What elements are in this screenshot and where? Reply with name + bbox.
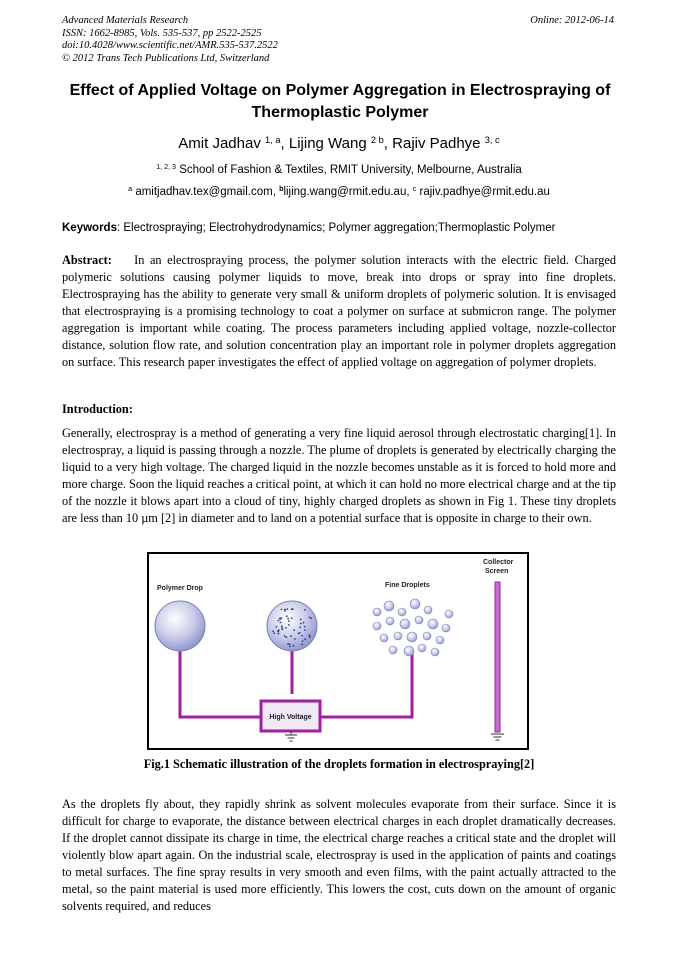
charge-dot bbox=[281, 609, 283, 611]
charge-dot bbox=[289, 643, 291, 645]
charge-dot bbox=[310, 617, 312, 619]
fine-droplet bbox=[415, 616, 423, 624]
issn: ISSN: 1662-8985, Vols. 535-537, pp 2522-2525 bbox=[62, 27, 262, 39]
fine-droplet bbox=[407, 632, 417, 642]
charge-dot bbox=[289, 646, 291, 648]
label-polymer-drop: Polymer Drop bbox=[157, 585, 203, 592]
fine-droplet bbox=[373, 622, 381, 630]
charge-dot bbox=[304, 609, 306, 611]
charge-dot bbox=[286, 615, 288, 617]
email-sup: c bbox=[412, 185, 417, 194]
label-collector: Collector bbox=[483, 559, 514, 566]
abstract-text: In an electrospraying process, the polymer solution interacts with the electric field. Charged polymeric solutions causing polymer liquids to move, break into drops or spray into fine droplets. Electrospraying has the ability to generate very small & uniform droplets of polymeric solution. It is envisaged that electrospraying is a promising technology to coat a polymer on surface at submicron range. The polymer aggregation is important while coating. The process parameters including applied voltage, nozzle-collector distance, solution flow rate, and solution concentration play an important role in polymer droplets aggregation on surface. This research paper investigates the effect of applied voltage on aggregation of polymer droplets. bbox=[62, 253, 617, 369]
author-list: Amit Jadhav $^{1, a}$, Lijing Wang $^{2 b}$, Rajiv Padhye $^{3, c}$ bbox=[178, 134, 500, 152]
charge-dot bbox=[281, 627, 283, 629]
charge-dot bbox=[285, 627, 287, 629]
fine-droplet bbox=[394, 632, 402, 640]
charge-dot bbox=[287, 618, 289, 620]
fine-droplet bbox=[398, 608, 406, 616]
keywords bbox=[62, 222, 622, 234]
wire-left bbox=[180, 650, 261, 717]
author-name: Amit Jadhav bbox=[178, 135, 261, 152]
body-paragraph: As the droplets fly about, they rapidly shrink as solvent molecules evaporate from their surface. Since it is difficult for charge to evaporate, the distance between electrical charges in each droplet dramatically decreases. If the droplet cannot dissipate its charge in time, the electrical charge reaches a critical state and the droplet will violently blow apart again. On the industrial scale, electrospray is used in the application of paints and coatings to metal surfaces. The fine spray results in very smooth and even films, with the paint actually attracted to the metal, so the paint material is used more efficiently. This lowers the cost, cuts down on the amount of organic solvents required, and reduces bbox=[62, 797, 616, 913]
charge-dot bbox=[291, 618, 293, 620]
charge-dot bbox=[278, 629, 280, 631]
fine-droplet bbox=[423, 632, 431, 640]
charge-dot bbox=[304, 629, 306, 631]
author-name: Rajiv Padhye bbox=[392, 135, 481, 152]
label-high-voltage: High Voltage bbox=[269, 714, 312, 721]
abstract bbox=[62, 252, 616, 371]
figure-caption: Fig.1 Schematic illustration of the droplets formation in electrospraying[2] bbox=[143, 757, 535, 771]
charge-dot bbox=[273, 632, 275, 634]
email-link[interactable]: lijing.wang@rmit.edu.au bbox=[283, 186, 407, 198]
charge-dot bbox=[288, 620, 290, 622]
introduction-heading: Introduction: bbox=[62, 402, 133, 416]
fine-droplet bbox=[436, 636, 444, 644]
charge-dot bbox=[304, 626, 306, 628]
electrospray-schematic bbox=[149, 554, 527, 748]
keywords-label: Keywords bbox=[62, 222, 117, 234]
fine-droplet bbox=[424, 606, 432, 614]
affiliation-text: School of Fashion & Textiles, RMIT University, Melbourne, Australia bbox=[179, 164, 522, 176]
charge-dot bbox=[288, 624, 290, 626]
affiliation bbox=[0, 164, 678, 176]
charge-dot bbox=[302, 640, 304, 642]
charge-dot bbox=[293, 629, 295, 631]
charge-dot bbox=[281, 625, 283, 627]
affiliation-sup: 1, 2, 3 bbox=[156, 163, 176, 172]
fine-droplet bbox=[384, 601, 394, 611]
charge-dot bbox=[301, 643, 303, 645]
charge-dot bbox=[272, 630, 274, 632]
charge-dot bbox=[298, 633, 300, 635]
journal-metadata bbox=[62, 15, 278, 65]
author-sup: 2 b bbox=[370, 134, 384, 145]
fine-droplet bbox=[404, 646, 414, 656]
paper-title: Effect of Applied Voltage on Polymer Aggregation in Electrospraying of Thermoplastic Polymer bbox=[69, 82, 611, 121]
polymer-drop bbox=[155, 601, 205, 651]
charge-dot bbox=[301, 635, 303, 637]
keywords-text: : Electrospraying; Electrohydrodynamics; Polymer aggregation;Thermoplastic Polymer bbox=[116, 222, 556, 234]
charge-dot bbox=[300, 623, 302, 625]
fine-droplet bbox=[389, 646, 397, 654]
charge-dot bbox=[280, 622, 282, 624]
email-link[interactable]: amitjadhav.tex@gmail.com bbox=[135, 186, 273, 198]
online-date: Online: 2012-06-14 bbox=[530, 15, 614, 26]
charge-dot bbox=[291, 608, 293, 610]
charge-dot bbox=[279, 618, 281, 620]
charge-dot bbox=[275, 626, 277, 628]
email-link[interactable]: rajiv.padhye@rmit.edu.au bbox=[419, 186, 550, 198]
fine-droplets-cloud bbox=[373, 599, 453, 656]
fine-droplet bbox=[431, 648, 439, 656]
charge-dot bbox=[304, 638, 306, 640]
wire-right bbox=[320, 649, 412, 717]
copyright: © 2012 Trans Tech Publications Ltd, Switzerland bbox=[62, 52, 270, 64]
charge-dot bbox=[309, 617, 311, 619]
author-name: Lijing Wang bbox=[288, 135, 367, 152]
label-fine-droplets: Fine Droplets bbox=[385, 582, 430, 589]
charge-dot bbox=[287, 643, 289, 645]
journal-name: Advanced Materials Research bbox=[62, 15, 189, 26]
fine-droplet bbox=[418, 644, 426, 652]
author-emails: $^a$ amitjadhav.tex@gmail.com, $^b$lijing.wang@rmit.edu.au, $^c$ rajiv.padhye@rmit.edu.au bbox=[128, 185, 550, 198]
charge-dot bbox=[284, 609, 286, 611]
label-screen: Screen bbox=[485, 568, 509, 575]
doi: doi:10.4028/www.scientific.net/AMR.535-537.2522 bbox=[62, 40, 278, 51]
fine-droplet bbox=[380, 634, 388, 642]
author-sup: 1, a bbox=[265, 134, 281, 145]
fine-droplet bbox=[445, 610, 453, 618]
charge-dot bbox=[294, 638, 296, 640]
charge-dot bbox=[299, 626, 301, 628]
charge-dot bbox=[286, 608, 288, 610]
email-sup: a bbox=[128, 185, 133, 194]
fine-droplet bbox=[386, 617, 394, 625]
charge-dot bbox=[278, 633, 280, 635]
fine-droplet bbox=[373, 608, 381, 616]
introduction-text: Generally, electrospray is a method of generating a very fine liquid aerosol through electrostatic charging[1]. In electrospray, a liquid is passing through a nozzle. The plume of droplets is generated by electrically charging the liquid to a very high voltage. The charged liquid in the nozzle becomes unstable as it is forced to hold more and more charge. Soon the liquid reaches a critical point, at which it can hold no more electrical charge and at the tip of the nozzle it blows apart into a cloud of tiny, highly charged droplets as shown in Fig 1. These tiny droplets are less than 10 µm [2] in diameter and to land on a potential surface that is opposite in charge to their own. bbox=[62, 426, 616, 525]
charge-dot bbox=[290, 635, 292, 637]
author-sup: 3, c bbox=[484, 134, 500, 145]
charge-dot bbox=[300, 619, 302, 621]
ground-symbol bbox=[491, 734, 504, 740]
figure-1 bbox=[147, 552, 529, 750]
charge-dot bbox=[278, 620, 280, 622]
collector-screen bbox=[495, 582, 500, 732]
fine-droplet bbox=[400, 619, 410, 629]
charge-dot bbox=[284, 635, 286, 637]
fine-droplet bbox=[410, 599, 420, 609]
charge-dot bbox=[303, 622, 305, 624]
fine-droplet bbox=[442, 624, 450, 632]
email-sup: b bbox=[279, 185, 284, 194]
charge-dot bbox=[293, 645, 295, 647]
fine-droplet bbox=[428, 619, 438, 629]
abstract-label: Abstract: bbox=[62, 253, 112, 267]
charge-dot bbox=[309, 636, 311, 638]
charge-dot bbox=[286, 636, 288, 638]
